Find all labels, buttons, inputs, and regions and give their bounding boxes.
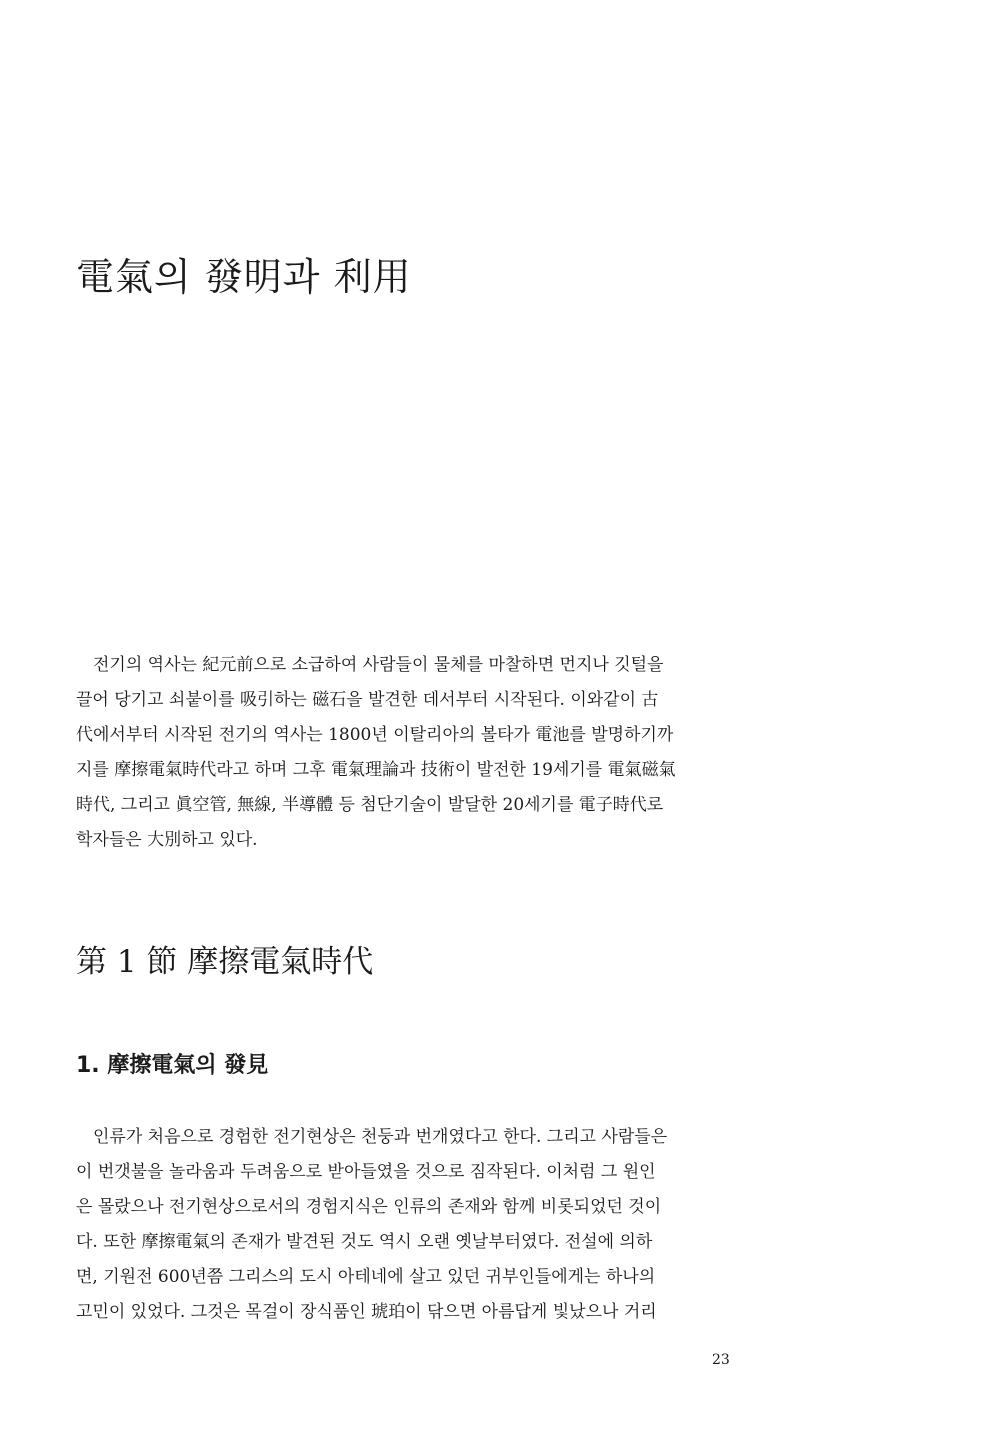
- intro-line: 끌어 당기고 쇠붙이를 吸引하는 磁石을 발견한 데서부터 시작된다. 이와같이 古: [76, 690, 659, 710]
- body-line: 다. 또한 摩擦電氣의 존재가 발견된 것도 역시 오랜 옛날부터였다. 전설에 의하: [76, 1232, 653, 1252]
- intro-line: 代에서부터 시작된 전기의 역사는 1800년 이탈리아의 볼타가 電池를 발명하기까: [76, 725, 674, 745]
- intro-line: 時代, 그리고 眞空管, 無線, 半導體 등 첨단기술이 발달한 20세기를 電子時代로: [76, 795, 664, 815]
- intro-paragraph: [76, 648, 746, 858]
- chapter-title: 電氣의 發明과 利用: [76, 255, 412, 299]
- intro-line: 전기의 역사는 紀元前으로 소급하여 사람들이 물체를 마찰하면 먼지나 깃털을: [93, 655, 664, 675]
- page-number: 23: [712, 1352, 730, 1368]
- body-line: 이 번갯불을 놀라움과 두려움으로 받아들였을 것으로 짐작된다. 이처럼 그 원인: [76, 1162, 656, 1182]
- section-title: 第 1 節 摩擦電氣時代: [76, 944, 374, 980]
- intro-line: 지를 摩擦電氣時代라고 하며 그후 電氣理論과 技術이 발전한 19세기를 電氣磁氣: [76, 760, 676, 780]
- body-line: 은 몰랐으나 전기현상으로서의 경험지식은 인류의 존재와 함께 비롯되었던 것이: [76, 1197, 662, 1217]
- body-line: 고민이 있었다. 그것은 목걸이 장식품인 琥珀이 닦으면 아름답게 빛났으나 거리: [76, 1302, 657, 1322]
- body-paragraph: [76, 1120, 746, 1330]
- intro-line: 학자들은 大別하고 있다.: [76, 830, 258, 850]
- subsection-title: 1. 摩擦電氣의 發見: [76, 1053, 269, 1078]
- body-line: 인류가 처음으로 경험한 전기현상은 천둥과 번개였다고 한다. 그리고 사람들은: [93, 1127, 668, 1147]
- body-line: 면, 기원전 600년쯤 그리스의 도시 아테네에 살고 있던 귀부인들에게는 하나의: [76, 1267, 656, 1287]
